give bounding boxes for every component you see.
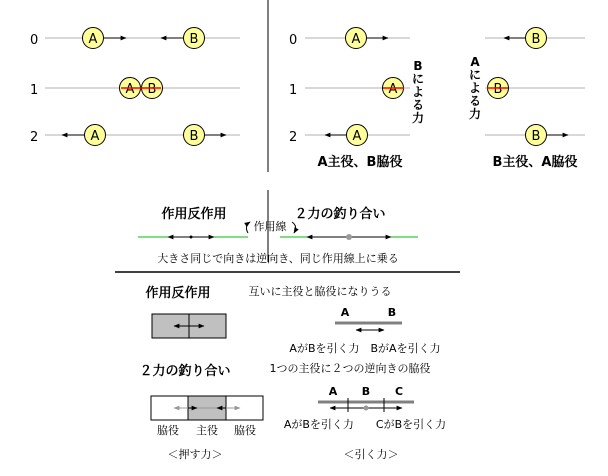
bottom-left-panel <box>139 285 263 461</box>
vlabel-a-3: る <box>468 94 482 108</box>
vlabel-b-1: に <box>411 72 425 86</box>
vlabel-b-2: よ <box>411 85 425 99</box>
bottom-title-action-reaction: 作用反作用 <box>145 286 211 301</box>
balance-point <box>346 234 352 240</box>
a-main-row-2-ball-label: A <box>352 129 362 144</box>
vlabel-b-3: る <box>411 98 425 112</box>
push-caption: ＜押す力＞ <box>167 448 223 461</box>
desc-balance: 1つの主役に２つの逆向きの脇役 <box>269 362 431 375</box>
pull-label-c: C <box>394 385 404 398</box>
bottom-title-balance: ２力の釣り合い <box>139 364 231 379</box>
action-point <box>190 236 193 239</box>
pull-label-a-top: A <box>340 306 350 319</box>
row-2-ball-a-label: A <box>90 129 100 144</box>
middle-note: 大きさ同じで向きは逆向き、同じ作用線上に乗る <box>157 252 399 265</box>
middle-title-balance: ２力の釣り合い <box>294 207 386 222</box>
pull-label-a: A <box>328 385 338 398</box>
pull-abc-center <box>364 406 369 411</box>
label-side-right: 脇役 <box>234 424 256 437</box>
pull-label-b: B <box>361 385 371 398</box>
vlabel-b-4: 力 <box>411 111 425 125</box>
vlabel-a-0: A <box>470 55 480 69</box>
middle-title-action-reaction: 作用反作用 <box>161 207 227 222</box>
vertical-label-a-force <box>469 55 481 121</box>
row-0-ball-b-label: B <box>189 32 199 47</box>
a-main-row-0-ball-label: A <box>351 32 361 47</box>
top-left-panel <box>30 28 240 146</box>
row-1-ball-b-label: B <box>147 82 157 97</box>
line-of-action-pointer-left <box>246 222 250 233</box>
line-of-action-label: 作用線 <box>253 220 287 233</box>
caption-b-main: B主役、A脇役 <box>492 155 578 170</box>
row-label-0: 0 <box>30 33 39 48</box>
vlabel-a-4: 力 <box>468 107 482 121</box>
top-right-panel <box>289 28 585 171</box>
vlabel-a-1: に <box>468 68 482 82</box>
b-main-row-2-ball-label: B <box>531 129 541 144</box>
row-2-ball-b-label: B <box>189 129 199 144</box>
desc-action-reaction: 互いに主役と脇役になりうる <box>248 285 392 298</box>
caption-ab: AがBを引く力 BがAを引く力 <box>289 342 441 355</box>
right-row-label-0: 0 <box>289 33 298 48</box>
middle-panel <box>138 206 418 265</box>
a-main-row-1-ball-label: A <box>388 82 398 97</box>
pull-caption: ＜引く力＞ <box>343 448 399 461</box>
b-main-row-0-ball-label: B <box>531 32 541 47</box>
label-main: 主役 <box>196 424 218 437</box>
line-of-action-pointer-right <box>292 222 296 233</box>
row-label-1: 1 <box>30 83 39 98</box>
right-row-label-2: 2 <box>289 130 298 145</box>
b-main-row-1-ball-label: B <box>493 82 503 97</box>
row-label-2: 2 <box>30 130 39 145</box>
caption-a-main: A主役、B脇役 <box>317 155 403 170</box>
caption-abc: AがBを引く力 CがBを引く力 <box>283 418 447 431</box>
row-0-ball-a-label: A <box>88 32 98 47</box>
vlabel-b-0: B <box>413 59 423 73</box>
pull-label-b-top: B <box>387 306 397 319</box>
right-row-label-1: 1 <box>289 83 298 98</box>
row-1-ball-a-label: A <box>125 82 135 97</box>
vertical-label-b-force <box>412 59 424 125</box>
label-side-left: 脇役 <box>157 424 179 437</box>
vlabel-a-2: よ <box>468 81 482 95</box>
bottom-right-panel <box>249 285 447 461</box>
